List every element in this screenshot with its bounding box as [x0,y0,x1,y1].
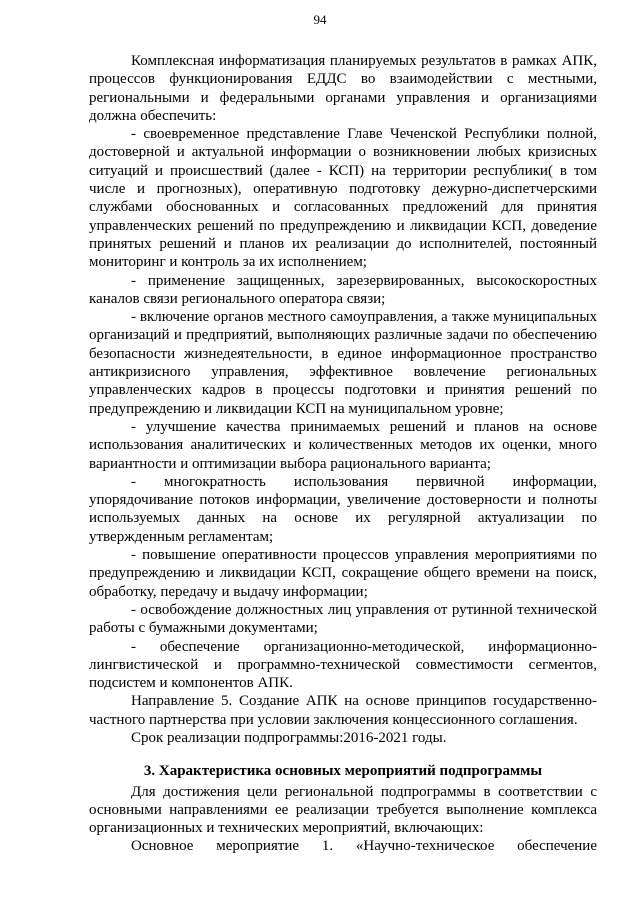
paragraph-list-item: - многократность использования первичной информации, упорядочивание потоков информации, увеличение достоверности и полноты используемых данных на основе их регулярной актуализации по утвержденным регламентам; [89,473,597,545]
document-body [89,52,597,856]
paragraph-list-item: - включение органов местного самоуправления, а также муниципальных организаций и предприятий, выполняющих различные задачи по обеспечению безопасности жизнедеятельности, в единое информационное пространство антикризисного управления, эффективное вовлечение региональных управленческих кадров в процессы подготовки и принятия решений по предупреждению и ликвидации КСП на муниципальном уровне; [89,309,597,417]
paragraph-section-intro: Для достижения цели региональной подпрограммы в соответствии с основными направлениями ее реализации требуется выполнение комплекса организационных и технических мероприятий, включающих: [89,783,597,837]
paragraph-term: Срок реализации подпрограммы:2016-2021 годы. [131,729,447,746]
paragraph-list-item: - освобождение должностных лиц управления от рутинной технической работы с бумажными документами; [89,601,597,637]
paragraph-list-item: - обеспечение организационно-методической, информационно-лингвистической и программно-технической совместимости сегментов, подсистем и компонентов АПК. [89,638,597,692]
section-heading: 3. Характеристика основных мероприятий подпрограммы [143,763,543,780]
paragraph-direction: Направление 5. Создание АПК на основе принципов государственно-частного партнерства при условии заключения концессионного соглашения. [89,693,597,728]
paragraph-main-activity: Основное мероприятие 1. «Научно-техническое обеспечение [131,838,597,855]
page-number: 94 [313,12,327,27]
paragraph-list-item: - применение защищенных, зарезервированных, высокоскоростных каналов связи регионального оператора связи; [89,272,597,307]
paragraph-list-item: - повышение оперативности процессов управления мероприятиями по предупреждению и ликвидации КСП, сокращение общего времени на поиск, обработку, передачу и выдачу информации; [89,547,597,600]
paragraph-list-item: - улучшение качества принимаемых решений и планов на основе использования аналитических и количественных методов их оценки, много вариантности и оптимизации выбора рационального варианта; [89,418,597,472]
paragraph-intro: Комплексная информатизация планируемых результатов в рамках АПК, процессов функционирования ЕДДС во взаимодействии с местными, региональными и федеральными органами управления и организациями должна обеспечить: [89,53,597,124]
paragraph-list-item: - своевременное представление Главе Чеченской Республики полной, достоверной и актуальной информации о возникновении любых кризисных ситуаций и происшествий (далее - КСП) на территории республики( в том числе и прогнозных), оперативную подготовку дежурно-диспетчерскими службами обоснованных и согласованных предложений для принятия управленческих решений по предупреждению и ликвидации КСП, доведение принятых решений и планов их реализации до исполнителей, постоянный мониторинг и контроль за их исполнением; [89,126,597,271]
